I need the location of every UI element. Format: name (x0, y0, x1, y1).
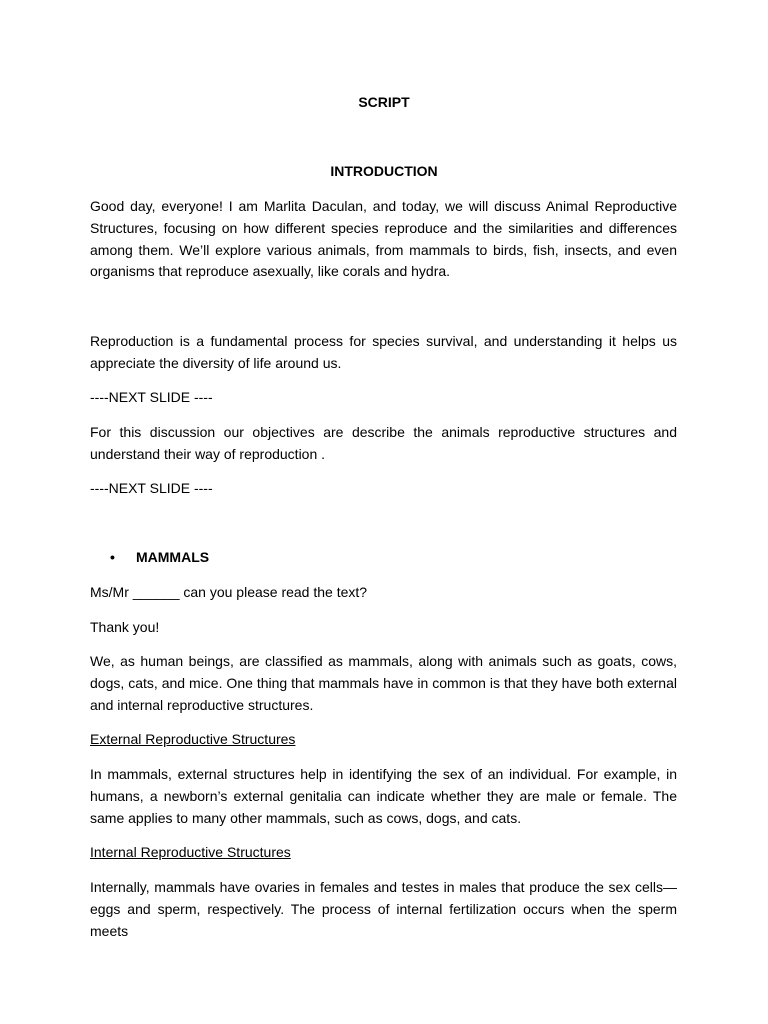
paragraph-internal: Internally, mammals have ovaries in females and testes in males that produce the sex cells—eggs and sperm, respectively. The process of internal fertilization occurs when the sperm meets (90, 879, 677, 939)
subheading-internal: Internal Reproductive Structures (90, 844, 291, 860)
paragraph-external: In mammals, external structures help in identifying the sex of an individual. For example, in humans, a newborn’s external genitalia can indicate whether they are male or female. The same applies to many other mammals, such as cows, dogs, and cats. (90, 766, 677, 826)
bullet-mammals (110, 547, 209, 567)
subheading-external: External Reproductive Structures (90, 731, 296, 747)
paragraph-mammals-intro: We, as human beings, are classified as mammals, along with animals such as goats, cows, dogs, cats, and mice. One thing that mammals have in common is that they have both external and internal reproductive structures. (90, 653, 677, 713)
next-slide-marker-1: ----NEXT SLIDE ---- (90, 389, 213, 405)
paragraph-reproduction: Reproduction is a fundamental process for species survival, and understanding it helps us appreciate the diversity of life around us. (90, 333, 677, 371)
section-heading-introduction: INTRODUCTION (330, 163, 438, 179)
document-title: SCRIPT (358, 94, 410, 110)
paragraph-objectives: For this discussion our objectives are describe the animals reproductive structures and understand their way of reproduction . (90, 424, 677, 462)
bullet-icon: • (110, 549, 115, 565)
paragraph-read-request: Ms/Mr ______ can you please read the text? (90, 584, 368, 600)
paragraph-intro: Good day, everyone! I am Marlita Daculan, and today, we will discuss Animal Reproductive Structures, focusing on how different species reproduce and the similarities and differences among them. We’ll explore various animals, from mammals to birds, fish, insects, and even organisms that reproduce asexually, like corals and hydra. (90, 198, 677, 280)
bullet-label: MAMMALS (136, 549, 210, 565)
paragraph-thanks: Thank you! (90, 619, 160, 635)
next-slide-marker-2: ----NEXT SLIDE ---- (90, 480, 213, 496)
